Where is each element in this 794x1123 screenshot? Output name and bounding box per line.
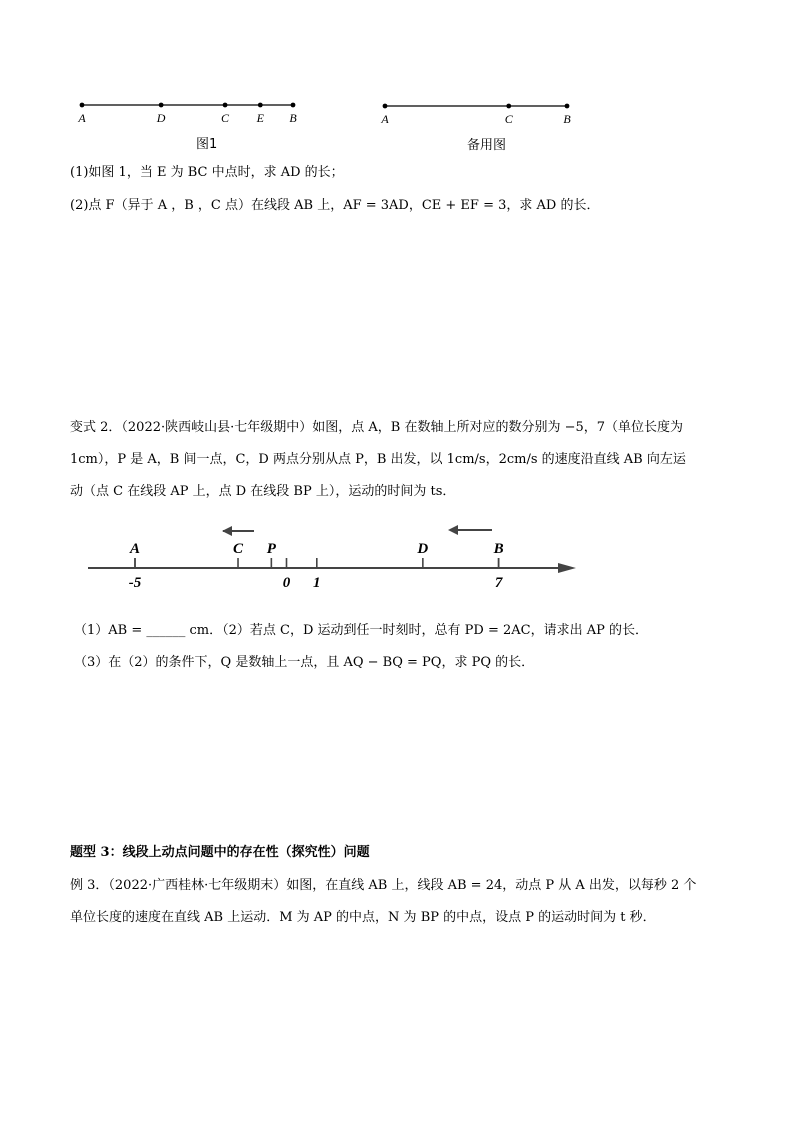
fig2-point-c bbox=[506, 104, 511, 109]
q2-line-1: （1）AB = ______ cm．（2）若点 C，D 运动到任一时刻时，总有 PD = 2AC，请求出 AP 的长． bbox=[74, 623, 648, 638]
fig2-label-c: C bbox=[504, 112, 513, 126]
c-motion-arrowhead-icon bbox=[222, 526, 232, 536]
fig2-label-a: A bbox=[381, 112, 389, 126]
fig1-label-a: A bbox=[78, 111, 86, 125]
fig1-point-c bbox=[223, 103, 228, 108]
tick-number-1: 1 bbox=[313, 575, 321, 591]
point-label-a: A bbox=[129, 541, 141, 557]
variant2-line-2: 1cm），P 是 A，B 间一点，C，D 两点分别从点 P，B 出发，以 1cm/s，2cm/s 的速度沿直线 AB 向左运 bbox=[70, 452, 686, 467]
point-label-p: P bbox=[266, 541, 276, 557]
tick-number--5: -5 bbox=[128, 575, 142, 591]
fig2-point-a bbox=[383, 104, 388, 109]
fig1-point-a bbox=[80, 103, 85, 108]
example3-line-2: 单位长度的速度在直线 AB 上运动．M 为 AP 的中点，N 为 BP 的中点，设点 P 的运动时间为 t 秒． bbox=[70, 910, 656, 925]
fig2-label-b: B bbox=[563, 112, 571, 126]
fig1-point-d bbox=[159, 103, 164, 108]
q1-line-1: (1)如图 1，当 E 为 BC 中点时，求 AD 的长； bbox=[70, 165, 344, 180]
tick-number-0: 0 bbox=[282, 575, 291, 591]
q1-line-2: (2)点 F（异于 A ，B ，C 点）在线段 AB 上，AF = 3AD，CE + EF = 3，求 AD 的长． bbox=[70, 198, 600, 213]
variant2-line-1: 变式 2．（2022·陕西岐山县·七年级期中）如图，点 A，B 在数轴上所对应的数分别为 −5，7（单位长度为 bbox=[70, 420, 684, 435]
variant2-line-3: 动（点 C 在线段 AP 上，点 D 在线段 BP 上），运动的时间为 ts． bbox=[70, 484, 456, 499]
example3-line-1: 例 3．（2022·广西桂林·七年级期末）如图，在直线 AB 上，线段 AB = 24，动点 P 从 A 出发，以每秒 2 个 bbox=[70, 878, 697, 893]
figure-1 bbox=[70, 95, 310, 135]
point-label-d: D bbox=[417, 541, 429, 557]
point-label-b: B bbox=[493, 541, 504, 557]
fig1-point-e bbox=[258, 103, 263, 108]
fig1-point-b bbox=[291, 103, 296, 108]
figure-2-backup bbox=[375, 95, 585, 135]
figure-2-caption: 备用图 bbox=[467, 138, 507, 153]
number-line-arrowhead bbox=[558, 563, 576, 573]
fig1-label-c: C bbox=[221, 111, 230, 125]
number-line-figure bbox=[80, 520, 590, 592]
fig1-label-b: B bbox=[289, 111, 297, 125]
tick-number-7: 7 bbox=[494, 575, 503, 591]
d-motion-arrowhead-icon bbox=[448, 525, 458, 535]
q2-line-2: （3）在（2）的条件下，Q 是数轴上一点，且 AQ − BQ = PQ，求 PQ 的长． bbox=[74, 655, 535, 670]
point-label-c: C bbox=[233, 541, 244, 557]
fig1-label-e: E bbox=[256, 111, 264, 125]
fig2-point-b bbox=[565, 104, 570, 109]
figure-1-caption: 图1 bbox=[196, 137, 218, 152]
section3-title: 题型 3：线段上动点问题中的存在性（探究性）问题 bbox=[70, 845, 370, 860]
fig1-label-d: D bbox=[156, 111, 166, 125]
